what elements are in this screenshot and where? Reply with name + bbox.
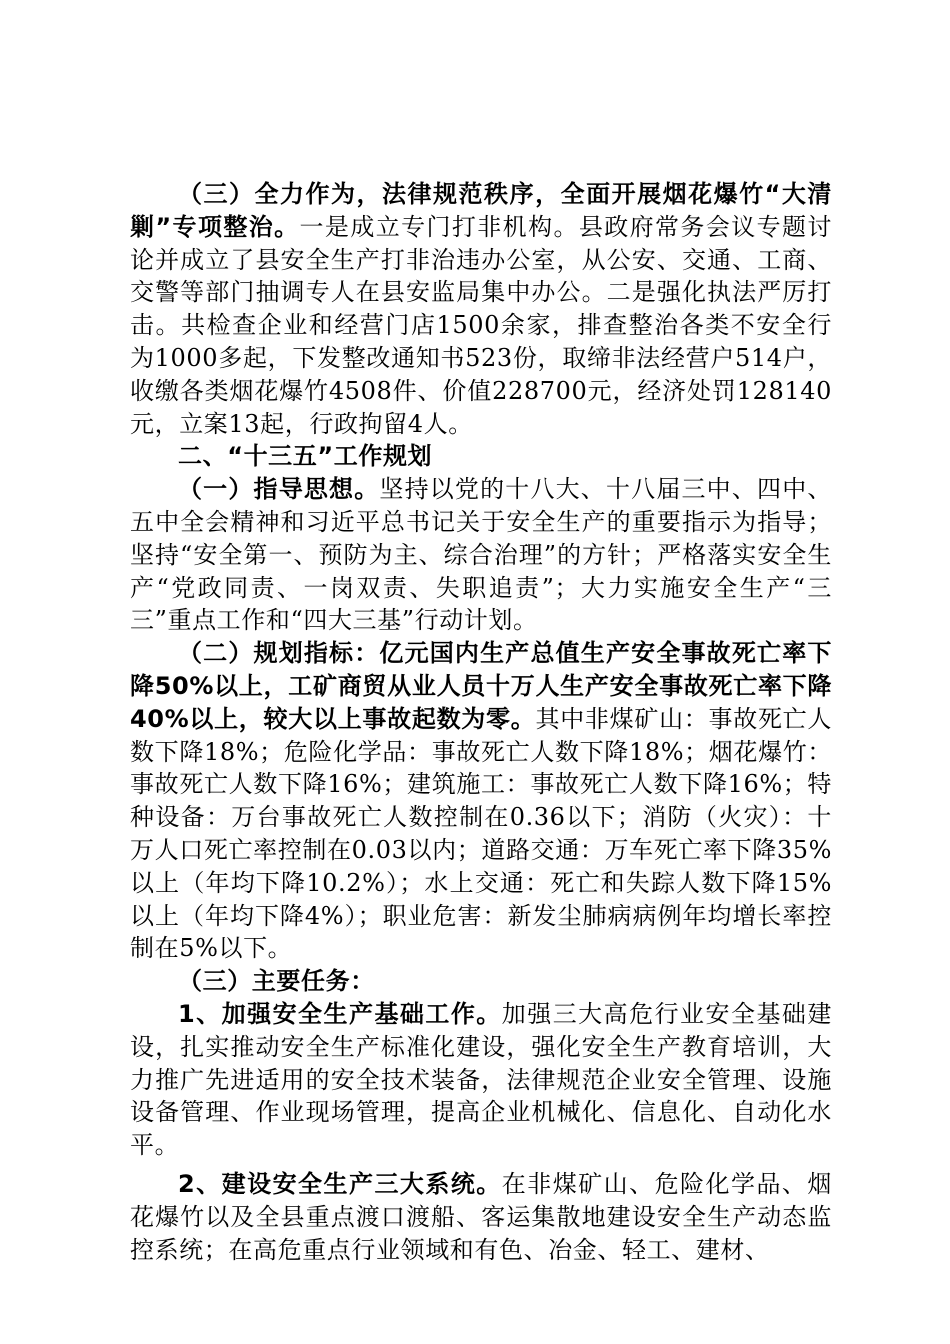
paragraph-task-1	[130, 998, 832, 1162]
paragraph-text: 其中非煤矿山：事故死亡人数下降18%；危险化学品：事故死亡人数下降18%；烟花爆竹：事故死亡人数下降16%；建筑施工：事故死亡人数下降16%；特种设备：万台事故死亡人数控制在0.36以下；消防（火灾）：十万人口死亡率控制在0.03以内；道路交通：万车死亡率下降35%以上（年均下降10.2%）；水上交通：死亡和失踪人数下降15%以上（年均下降4%）；职业危害：新发尘肺病病例年均增长率控制在5%以下。	[130, 704, 832, 963]
paragraph-lead: 1、加强安全生产基础工作。	[178, 999, 502, 1028]
paragraph-task-2	[130, 1168, 832, 1266]
paragraph-lead: （三）全力作为，法律规范秩序，全面开展烟花爆竹“大清剿”专项整治。	[130, 180, 832, 241]
section-heading-13th-plan	[130, 440, 832, 473]
paragraph-text: 一是成立专门打非机构。县政府常务会议专题讨论并成立了县安全生产打非治违办公室，从公安、交通、工商、交警等部门抽调专人在县安监局集中办公。二是强化执法严厉打击。共检查企业和经营门店1500余家，排查整治各类不安全行为1000多起，下发整改通知书523份，取缔非法经营户514户，收缴各类烟花爆竹4508件、价值228700元，经济处罚128140元，立案13起，行政拘留4人。	[130, 212, 832, 438]
paragraph-lead: （三）主要任务：	[178, 967, 375, 996]
document-body	[130, 178, 832, 1266]
heading-text: 二、“十三五”工作规划	[178, 442, 433, 471]
paragraph-lead: 2、建设安全生产三大系统。	[178, 1169, 502, 1198]
paragraph-lead: （一）指导思想。	[178, 475, 380, 504]
paragraph-text: 坚持以党的十八大、十八届三中、四中、五中全会精神和习近平总书记关于安全生产的重要指示为指导；坚持“安全第一、预防为主、综合治理”的方针；严格落实安全生产“党政同责、一岗双责、失职追责”；大力实施安全生产“三三”重点工作和“四大三基”行动计划。	[130, 475, 832, 635]
paragraph-text: 加强三大高危行业安全基础建设，扎实推动安全生产标准化建设，强化安全生产教育培训，大力推广先进适用的安全技术装备，法律规范企业安全管理、设施设备管理、作业现场管理，提高企业机械化、信息化、自动化水平。	[130, 999, 832, 1160]
paragraph-planning-indicators	[130, 637, 832, 965]
paragraph-guiding-ideology	[130, 473, 832, 637]
paragraph-lead: （二）规划指标：亿元国内生产总值生产安全事故死亡率下降50%以上，工矿商贸从业人员十万人生产安全事故死亡率下降40%以上，较大以上事故起数为零。	[130, 639, 832, 733]
paragraph-main-tasks-heading	[130, 965, 832, 998]
paragraph-firework-rectification	[130, 178, 832, 440]
paragraph-text: 在非煤矿山、危险化学品、烟花爆竹以及全县重点渡口渡船、客运集散地建设安全生产动态监控系统；在高危重点行业领域和有色、冶金、轻工、建材、	[130, 1169, 832, 1264]
